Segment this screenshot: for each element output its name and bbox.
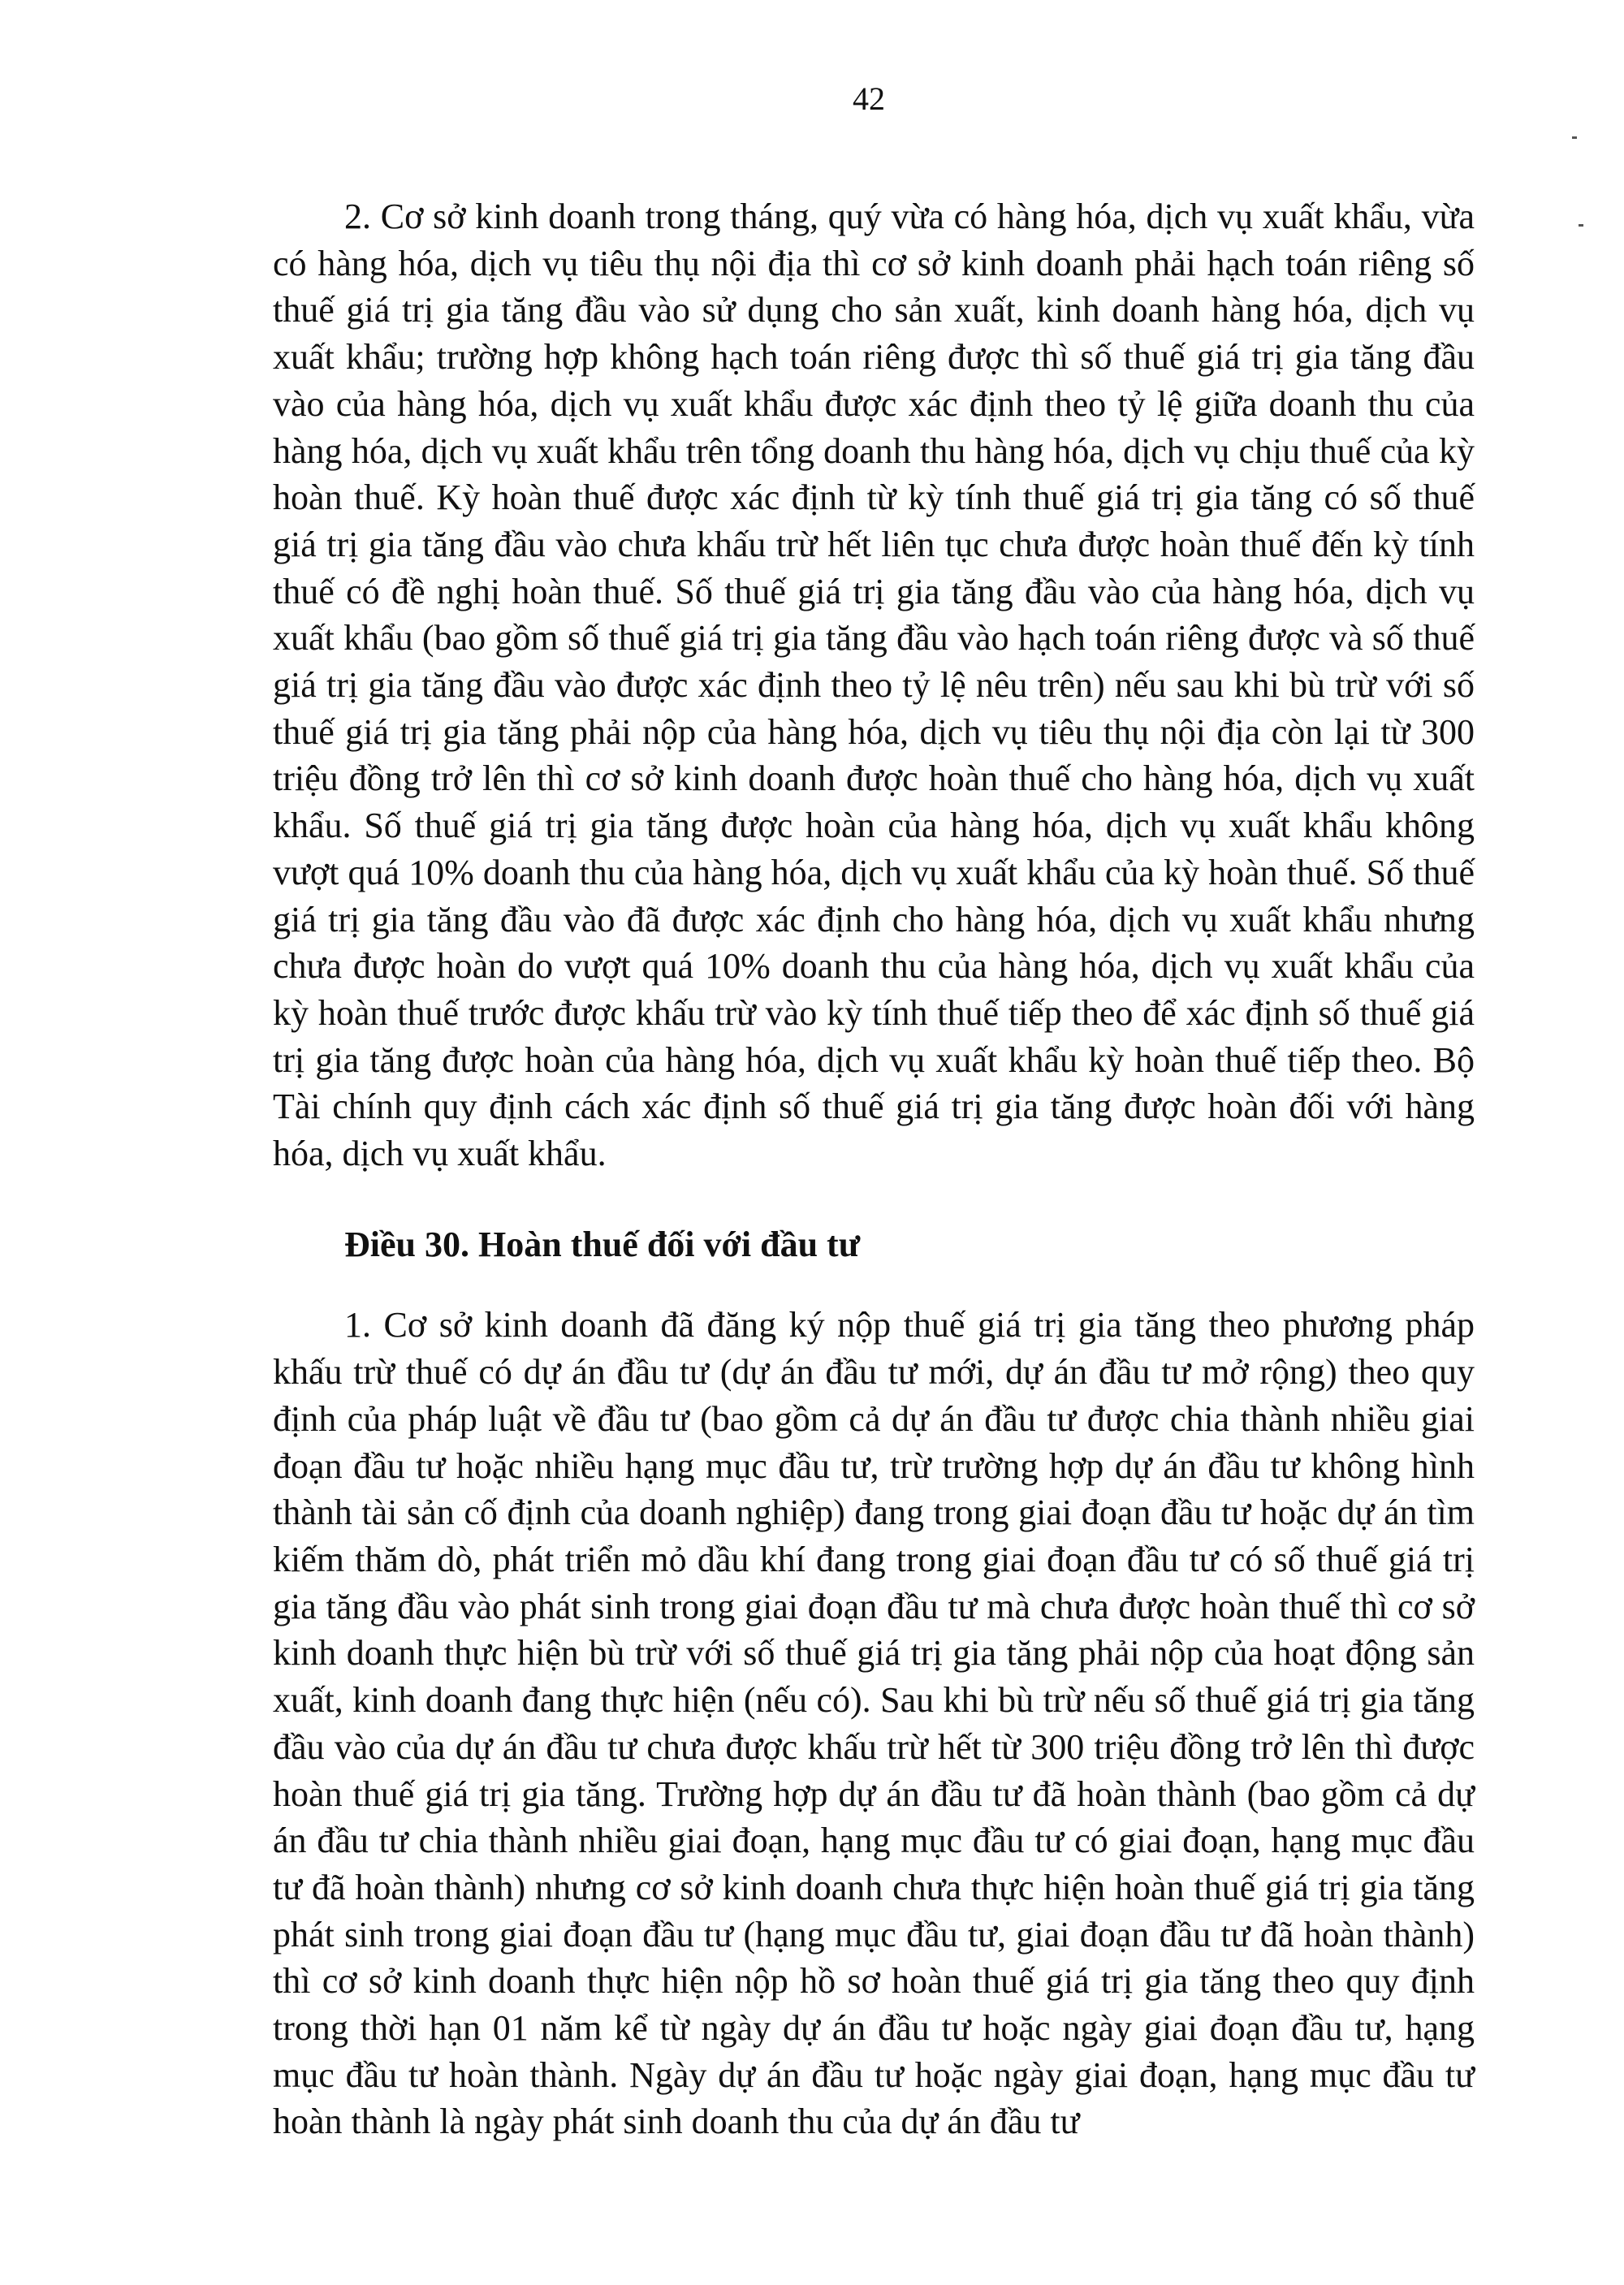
scan-mark	[1572, 136, 1577, 139]
scan-mark	[1579, 224, 1583, 227]
page-number: 42	[853, 80, 885, 117]
paragraph-export-refund: 2. Cơ sở kinh doanh trong tháng, quý vừa có hàng hóa, dịch vụ xuất khẩu, vừa có hàng hóa, dịch vụ tiêu thụ nội địa thì cơ sở kinh doanh phải hạch toán riêng số thuế giá trị gia tăng đầu vào sử dụng cho sản xuất, kinh doanh hàng hóa, dịch vụ xuất khẩu; trường hợp không hạch toán riêng được thì số thuế giá trị gia tăng đầu vào của hàng hóa, dịch vụ xuất khẩu được xác định theo tỷ lệ giữa doanh thu của hàng hóa, dịch vụ xuất khẩu trên tổng doanh thu hàng hóa, dịch vụ chịu thuế của kỳ hoàn thuế. Kỳ hoàn thuế được xác định từ kỳ tính thuế giá trị gia tăng có số thuế giá trị gia tăng đầu vào chưa khấu trừ hết liên tục chưa được hoàn thuế đến kỳ tính thuế có đề nghị hoàn thuế. Số thuế giá trị gia tăng đầu vào của hàng hóa, dịch vụ xuất khẩu (bao gồm số thuế giá trị gia tăng đầu vào hạch toán riêng được và số thuế giá trị gia tăng đầu vào được xác định theo tỷ lệ nêu trên) nếu sau khi bù trừ với số thuế giá trị gia tăng phải nộp của hàng hóa, dịch vụ tiêu thụ nội địa còn lại từ 300 triệu đồng trở lên thì cơ sở kinh doanh được hoàn thuế cho hàng hóa, dịch vụ xuất khẩu. Số thuế giá trị gia tăng được hoàn của hàng hóa, dịch vụ xuất khẩu không vượt quá 10% doanh thu của hàng hóa, dịch vụ xuất khẩu của kỳ hoàn thuế. Số thuế giá trị gia tăng đầu vào đã được xác định cho hàng hóa, dịch vụ xuất khẩu nhưng chưa được hoàn do vượt quá 10% doanh thu của hàng hóa, dịch vụ xuất khẩu của kỳ hoàn thuế trước được khấu trừ vào kỳ tính thuế tiếp theo để xác định số thuế giá trị gia tăng được hoàn của hàng hóa, dịch vụ xuất khẩu kỳ hoàn thuế tiếp theo. Bộ Tài chính quy định cách xác định số thuế giá trị gia tăng được hoàn đối với hàng hóa, dịch vụ xuất khẩu.	[273, 197, 1475, 1174]
article-heading: Điều 30. Hoàn thuế đối với đầu tư	[344, 1224, 861, 1264]
document-body	[273, 193, 1475, 2145]
paragraph-investment-refund: 1. Cơ sở kinh doanh đã đăng ký nộp thuế giá trị gia tăng theo phương pháp khấu trừ thuế có dự án đầu tư (dự án đầu tư mới, dự án đầu tư mở rộng) theo quy định của pháp luật về đầu tư (bao gồm cả dự án đầu tư được chia thành nhiều giai đoạn đầu tư hoặc nhiều hạng mục đầu tư, trừ trường hợp dự án đầu tư không hình thành tài sản cố định của doanh nghiệp) đang trong giai đoạn đầu tư hoặc dự án tìm kiếm thăm dò, phát triển mỏ dầu khí đang trong giai đoạn đầu tư có số thuế giá trị gia tăng đầu vào phát sinh trong giai đoạn đầu tư mà chưa được hoàn thuế thì cơ sở kinh doanh thực hiện bù trừ với số thuế giá trị gia tăng phải nộp của hoạt động sản xuất, kinh doanh đang thực hiện (nếu có). Sau khi bù trừ nếu số thuế giá trị gia tăng đầu vào của dự án đầu tư chưa được khấu trừ hết từ 300 triệu đồng trở lên thì được hoàn thuế giá trị gia tăng. Trường hợp dự án đầu tư đã hoàn thành (bao gồm cả dự án đầu tư chia thành nhiều giai đoạn, hạng mục đầu tư có giai đoạn, hạng mục đầu tư đã hoàn thành) nhưng cơ sở kinh doanh chưa thực hiện hoàn thuế giá trị gia tăng phát sinh trong giai đoạn đầu tư (hạng mục đầu tư, giai đoạn đầu tư đã hoàn thành) thì cơ sở kinh doanh thực hiện nộp hồ sơ hoàn thuế giá trị gia tăng theo quy định trong thời hạn 01 năm kể từ ngày dự án đầu tư hoặc ngày giai đoạn đầu tư, hạng mục đầu tư hoàn thành. Ngày dự án đầu tư hoặc ngày giai đoạn, hạng mục đầu tư hoàn thành là ngày phát sinh doanh thu của dự án đầu tư	[273, 1305, 1475, 2142]
